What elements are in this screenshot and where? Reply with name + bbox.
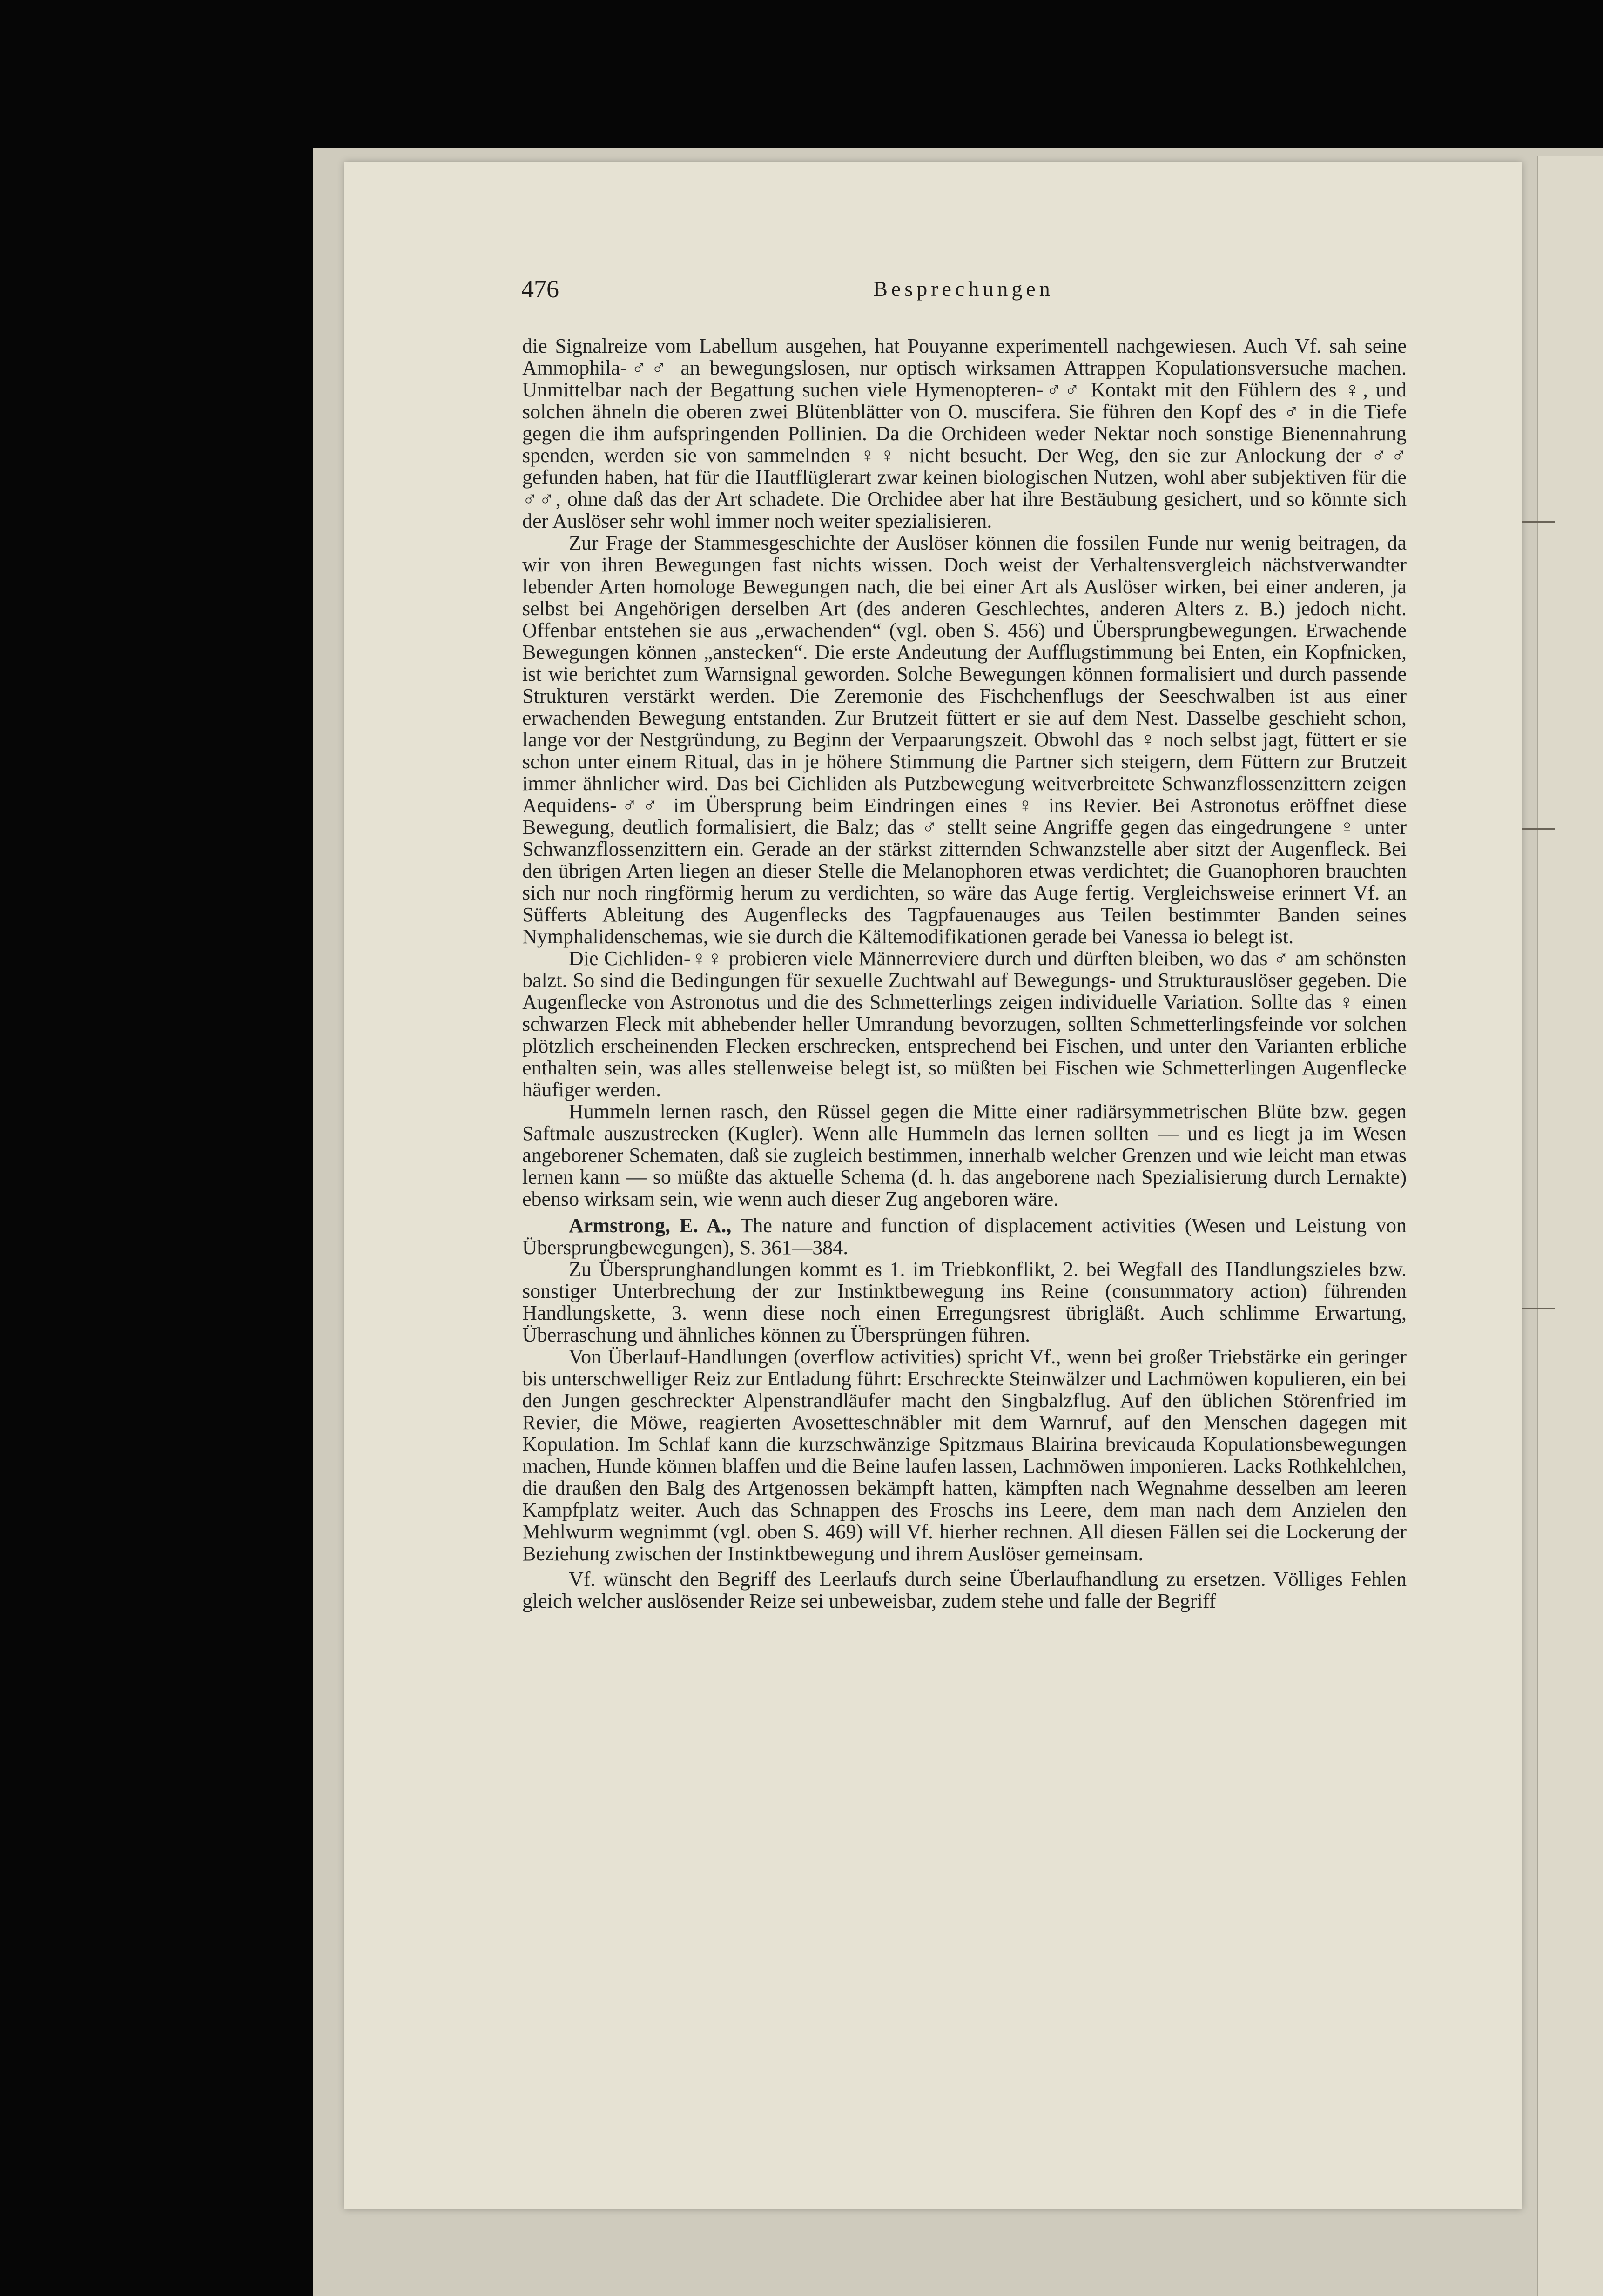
page-number: 476 — [521, 275, 559, 303]
binding-mark — [1522, 521, 1555, 523]
paragraph: Vf. wünscht den Begriff des Leerlaufs durch seine Überlaufhandlung zu ersetzen. Völliges Fehlen gleich welcher auslösender Reize sei unbeweisbar, zudem stehe und falle der Begriff — [522, 1568, 1407, 1612]
review-author: Armstrong, E. A., — [569, 1214, 732, 1237]
binding-mark — [1522, 1308, 1555, 1309]
running-head — [521, 275, 1406, 312]
adjacent-page-edge — [1537, 156, 1603, 2296]
review-entry — [522, 1215, 1407, 1258]
paragraph: Von Überlauf-Handlungen (overflow activities) spricht Vf., wenn bei großer Triebstärke ein geringer bis unterschwelliger Reiz zur Entladung führt: Erschreckte Steinwälzer und Lachmöwen kopulieren, ein bei den Jungen geschreckter Alpenstrandläufer macht den Singbalzflug. Auf den üblichen Störenfried im Revier, die Möwe, reagierten Avosetteschnäbler mit dem Warnruf, auf den Menschen dagegen mit Kopulation. Im Schlaf kann die kurzschwänzige Spitzmaus Blairina brevicauda Kopulationsbewegungen machen, Hunde können blaffen und die Beine laufen lassen, Lachmöwen imponieren. Lacks Rothkehlchen, die draußen den Balg des Artgenossen bekämpft hatten, kämpften nach Wegnahme desselben am leeren Kampfplatz weiter. Auch das Schnappen des Froschs ins Leere, dem man nach dem Anzielen den Mehlwurm wegnimmt (vgl. oben S. 469) will Vf. hierher rechnen. All diesen Fällen sei die Lockerung der Beziehung zwischen der Instinktbewegung und ihrem Auslöser gemeinsam. — [522, 1345, 1407, 1565]
paragraph: Hummeln lernen rasch, den Rüssel gegen die Mitte einer radiärsymmetrischen Blüte bzw. gegen Saftmale auszustrecken (Kugler). Wenn alle Hummeln das lernen sollten — und es liegt ja im Wesen angeborener Schematen, daß sie zugleich bestimmen, innerhalb welcher Grenzen und wie leicht man etwas lernen kann — so müßte das aktuelle Schema (d. h. das angeborene nach Spezialisierung durch Lernakte) ebenso wirksam sein, wie wenn auch dieser Zug angeboren wäre. — [522, 1100, 1407, 1210]
review-citation: The nature and function of displacement activities (Wesen und Leistung von Übersprungbewegungen), S. 361—384. — [522, 1214, 1407, 1259]
paragraph: Zu Übersprunghandlungen kommt es 1. im Triebkonflikt, 2. bei Wegfall des Handlungszieles bzw. sonstiger Unterbrechung der zur Instinktbewegung ins Reine (consummatory action) führenden Handlungskette, 3. wenn diese noch einen Erregungsrest übrigläßt. Auch schlimme Erwartung, Überraschung und ähnliches können zu Übersprüngen führen. — [522, 1258, 1407, 1346]
body-text — [522, 335, 1407, 1612]
paragraph: Zur Frage der Stammesgeschichte der Auslöser können die fossilen Funde nur wenig beitragen, da wir von ihren Bewegungen fast nichts wissen. Doch weist der Verhaltensvergleich nächstverwandter lebender Arten homologe Bewegungen nach, die bei einer Art als Auslöser wirken, bei einer anderen, ja selbst bei Angehörigen derselben Art (des anderen Geschlechtes, anderen Alters z. B.) jedoch nicht. Offenbar entstehen sie aus „erwachenden“ (vgl. oben S. 456) und Übersprungbewegungen. Erwachende Bewegungen können „anstecken“. Die erste Andeutung der Aufflugstimmung bei Enten, ein Kopfnicken, ist wie berichtet zum Warnsignal geworden. Solche Bewegungen können formalisiert und durch passende Strukturen verstärkt werden. Die Zeremonie des Fischchenflugs der Seeschwalben ist aus einer erwachenden Bewegung entstanden. Zur Brutzeit füttert er sie auf dem Nest. Dasselbe geschieht schon, lange vor der Nestgründung, zu Beginn der Verpaarungszeit. Obwohl das ♀ noch selbst jagt, füttert er sie schon unter einem Ritual, das in je höhere Stimmung die Partner sich steigern, dem Füttern zur Brutzeit immer ähnlicher wird. Das bei Cichliden als Putzbewegung weitverbreitete Schwanzflossenzittern zeigen Aequidens-♂♂ im Übersprung beim Eindringen eines ♀ ins Revier. Bei Astronotus eröffnet diese Bewegung, deutlich formalisiert, die Balz; das ♂ stellt seine Angriffe gegen das eingedrungene ♀ unter Schwanzflossenzittern ein. Gerade an der stärkst zitternden Schwanzstelle aber sitzt der Augenfleck. Bei den übrigen Arten liegen an dieser Stelle die Melanophoren etwas verdichtet; die Guanophoren brauchten sich nur noch ringförmig herum zu verdichten, so wäre das Auge fertig. Vergleichsweise erinnert Vf. an Süfferts Ableitung des Augenflecks des Tagpfauenauges aus Teilen bestimmter Banden seines Nymphalidenschemas, wie sie durch die Kältemodifikationen gerade bei Vanessa io belegt ist. — [522, 531, 1407, 948]
paragraph: Die Cichliden-♀♀ probieren viele Männerreviere durch und dürften bleiben, wo das ♂ am schönsten balzt. So sind die Bedingungen für sexuelle Zuchtwahl auf Bewegungs- und Strukturauslöser gegeben. Die Augenflecke von Astronotus und die des Schmetterlings zeigen individuelle Variation. Sollte das ♀ einen schwarzen Fleck mit abhebender heller Umrandung bevorzugen, sollten Schmetterlingsfeinde vor solchen plötzlich erscheinenden Flecken erschrecken, entsprechend bei Fischen, und unter den Varianten erbliche enthalten sein, was alles stellenweise belegt ist, so müßten bei Fischen wie Schmetterlingen Augenflecke häufiger werden. — [522, 947, 1407, 1101]
binding-mark — [1522, 828, 1555, 830]
running-head-title: Besprechungen — [873, 277, 1054, 301]
paragraph: die Signalreize vom Labellum ausgehen, hat Pouyanne experimentell nachgewiesen. Auch Vf. sah seine Ammophila-♂♂ an bewegungslosen, nur optisch wirksamen Attrappen Kopulationsversuche machen. Unmittelbar nach der Begattung suchen viele Hymenopteren-♂♂ Kontakt mit den Fühlern des ♀, und solchen ähneln die oberen zwei Blütenblätter von O. muscifera. Sie führen den Kopf des ♂ in die Tiefe gegen die ihm aufspringenden Pollinien. Da die Orchideen weder Nektar noch sonstige Bienennahrung spenden, werden sie von sammelnden ♀♀ nicht besucht. Der Weg, den sie zur Anlockung der ♂♂ gefunden haben, hat für die Hautflüglerart zwar keinen biologischen Nutzen, wohl aber subjektiven für die ♂♂, ohne daß das der Art schadete. Die Orchidee aber hat ihre Bestäubung gesichert, und so könnte sich der Auslöser sehr wohl immer noch weiter spezialisieren. — [522, 335, 1407, 532]
